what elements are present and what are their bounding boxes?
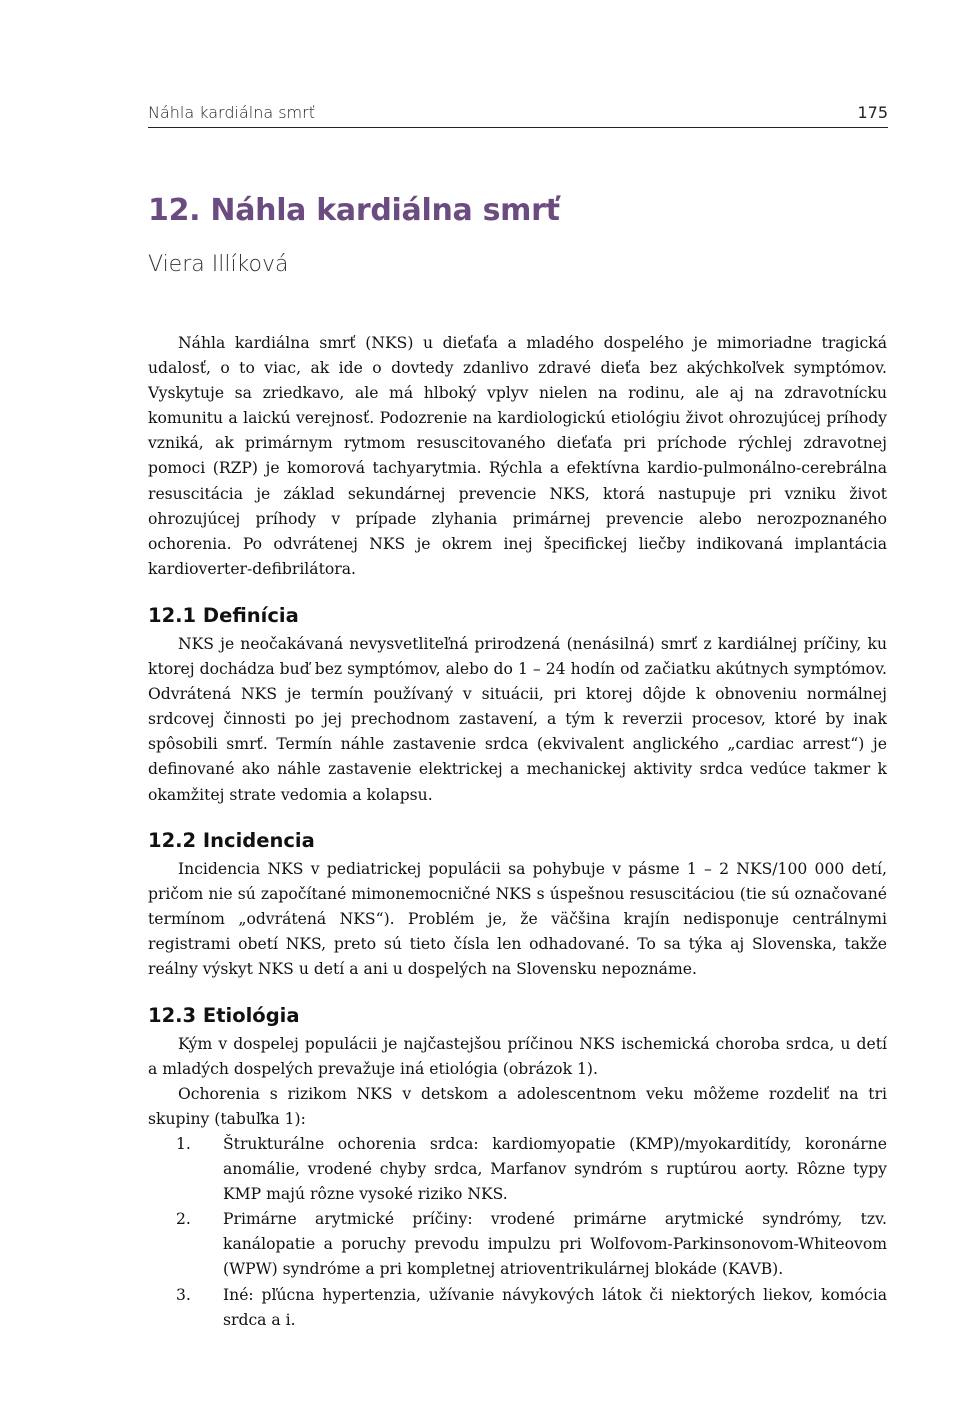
list-item-text: Štrukturálne ochorenia srdca: kardiomyopatie (KMP)/myokarditídy, koronárne anomálie, vrodené chyby srdca, Marfanov syndróm s ruptúrou aorty. Rôzne typy KMP majú rôzne vysoké riziko NKS. xyxy=(223,1135,887,1204)
section-heading-definicia: 12.1 Definícia xyxy=(148,604,299,627)
list-item-text: Primárne arytmické príčiny: vrodené primárne arytmické syndrómy, tzv. kanálopatie a poruchy prevodu impulzu pri Wolfovom-Parkinsonovom-Whiteovom (WPW) syndróme a pri kompletnej atrioventrikulárnej blokáde (KAVB). xyxy=(223,1210,887,1279)
section-paragraph: Incidencia NKS v pediatrickej populácii sa pohybuje v pásme 1 – 2 NKS/100 000 detí, pričom nie sú započítané mimonemocničné NKS s úspešnou resuscitáciou (tie sú označované termínom „odvrátená NKS“). Problém je, že väčšina krajín nedisponuje centrálnymi registrami obetí NKS, preto sú tieto čísla len odhadované. To sa týka aj Slovenska, takže reálny výskyt NKS u detí a ani u dospelých na Slovensku nepoznáme. xyxy=(148,860,887,979)
list-item-number: 2. xyxy=(176,1210,191,1229)
running-head-title: Náhla kardiálna smrť xyxy=(148,103,315,122)
section-heading-etiologia: 12.3 Etiológia xyxy=(148,1004,300,1027)
list-item xyxy=(148,1207,887,1282)
list-item-text: Iné: pľúcna hypertenzia, užívanie návykových látok či niektorých liekov, komócia srdca a i. xyxy=(223,1285,887,1329)
chapter-title: 12. Náhla kardiálna smrť xyxy=(148,193,560,228)
section-paragraph: Kým v dospelej populácii je najčastejšou príčinou NKS ischemická choroba srdca, u detí a mladých dospelých prevažuje iná etiológia (obrázok 1). xyxy=(148,1035,887,1079)
list-item-number: 3. xyxy=(176,1285,191,1304)
page-number: 175 xyxy=(857,103,888,122)
section-paragraph: NKS je neočakávaná nevysvetliteľná prirodzená (nenásilná) smrť z kardiálnej príčiny, ku ktorej dochádza buď bez symptómov, alebo do 1 – 24 hodín od začiatku akútnych symptómov. Odvrátená NKS je termín používaný v situácii, pri ktorej dôjde k obnoveniu normálnej srdcovej činnosti po jej prechodnom zastavení, a tým k reverzii procesov, ktoré by inak spôsobili smrť. Termín náhle zastavenie srdca (ekvivalent anglického „cardiac arrest“) je definované ako náhle zastavenie elektrickej a mechanickej aktivity srdca vedúce takmer k okamžitej strate vedomia a kolapsu. xyxy=(148,635,887,804)
list-item xyxy=(148,1283,887,1333)
chapter-author: Viera Illíková xyxy=(148,252,289,277)
section-heading-incidencia: 12.2 Incidencia xyxy=(148,829,315,852)
section-paragraph: Ochorenia s rizikom NKS v detskom a adolescentnom veku môžeme rozdeliť na tri skupiny (tabuľka 1): xyxy=(148,1085,887,1129)
intro-paragraph: Náhla kardiálna smrť (NKS) u dieťaťa a mladého dospelého je mimoriadne tragická udalosť, o to viac, ak ide o dovtedy zdanlivo zdravé dieťa bez akýchkoľvek symptómov. Vyskytuje sa zriedkavo, ale má hlboký vplyv nielen na rodinu, ale aj na zdravotnícku komunitu a laickú verejnosť. Podozrenie na kardiologickú etiológiu život ohrozujúcej príhody vzniká, ak primárnym rytmom resuscitovaného dieťaťa pri príchode rýchlej zdravotnej pomoci (RZP) je komorová tachyarytmia. Rýchla a efektívna kardio-pulmonálno-cerebrálna resuscitácia je základ sekundárnej prevencie NKS, ktorá nastupuje pri vzniku život ohrozujúcej príhody v prípade zlyhania primárnej prevencie alebo nerozpoznaného ochorenia. Po odvrátenej NKS je okrem inej špecifickej liečby indikovaná implantácia kardioverter-defibrilátora. xyxy=(148,334,887,578)
running-head xyxy=(148,103,888,128)
etiology-list xyxy=(148,1132,887,1333)
list-item xyxy=(148,1132,887,1207)
list-item-number: 1. xyxy=(176,1135,191,1153)
